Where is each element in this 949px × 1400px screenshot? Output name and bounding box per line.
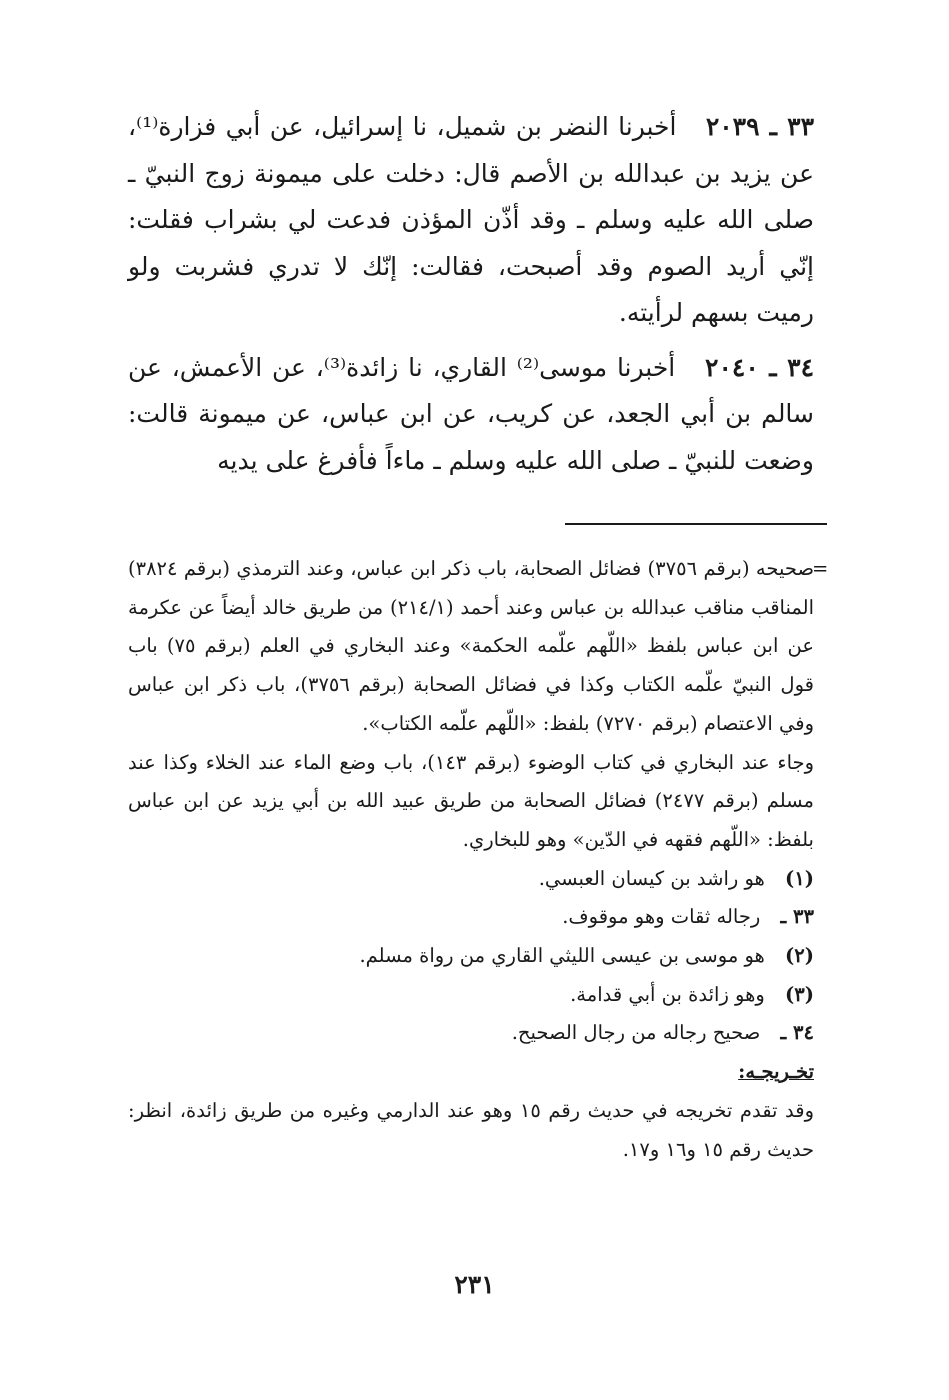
footnote-marker: ٣٤ ـ [780,1021,814,1045]
footnote-marker: (٣) [785,982,814,1006]
footnote-item [128,1014,814,1053]
footnote-paragraph-1: صحيحه (برقم ٣٧٥٦) فضائل الصحابة، باب ذكر ابن عباس، وعند الترمذي (برقم ٣٨٢٤) المناقب مناقب عبدالله بن عباس وعند أحمد (٢١٤/١) من طريق خالد أيضاً عن عكرمة عن ابن عباس بلفظ «اللّهم علّمه الحكمة» وعند البخاري في العلم (برقم ٧٥) باب قول النبيّ علّمه الكتاب وكذا في فضائل الصحابة (برقم ٣٧٥٦)، باب ذكر ابن عباس وفي الاعتصام (برقم ٧٢٧٠) بلفظ: «اللّهم علّمه الكتاب». [128,557,815,735]
footnote-item [128,937,814,976]
hadith-34 [128,345,814,485]
continuation-mark: = [812,557,829,580]
hadith-33 [128,104,814,337]
footnotes [128,550,814,1169]
takhrij-text: وقد تقدم تخريجه في حديث رقم ١٥ وهو عند الدارمي وغيره من طريق زائدة، انظر: حديث رقم ١٥ و١٦ و١٧. [128,1098,814,1161]
hadith-34-number: ٣٤ ـ ٢٠٤٠ [705,352,815,382]
takhrij-heading: تخـريجـه: [738,1060,814,1084]
hadith-33-text: أخبرنا النضر بن شميل، نا إسرائيل، عن أبي فزارة⁽¹⁾، عن يزيد بن عبدالله بن الأصم قال: دخلت على ميمونة زوج النبيّ ـ صلى الله عليه وسلم ـ وقد أذّن المؤذن فدعت لي بشراب فقلت: إنّي أريد الصوم وقد أصبحت، فقالت: إنّك لا تدري فشربت ولو رميت بسهم لرأيته. [128,112,814,327]
footnote-text: هو راشد بن كيسان العبسي. [538,866,765,890]
footnote-marker: ٣٣ ـ [780,905,814,929]
footnote-marker: (٢) [785,944,814,968]
footnote-marker: (١) [785,866,814,890]
footnote-item [128,898,814,937]
main-text [128,104,814,492]
page-number: ٢٣١ [454,1270,495,1299]
footnote-paragraph-2: وجاء عند البخاري في كتاب الوضوء (برقم ١٤٣)، باب وضع الماء عند الخلاء وكذا عند مسلم (برقم ٢٤٧٧) فضائل الصحابة من طريق عبيد الله بن أبي يزيد عن ابن عباس بلفظ: «اللّهم فقهه في الدّين» وهو للبخاري. [128,750,815,851]
footnote-item [128,860,814,899]
footnote-text: صحيح رجاله من رجال الصحيح. [511,1021,761,1045]
hadith-34-text: أخبرنا موسى⁽²⁾ القاري، نا زائدة⁽³⁾، عن الأعمش، عن سالم بن أبي الجعد، عن كريب، عن ابن عباس، عن ميمونة قالت: وضعت للنبيّ ـ صلى الله عليه وسلم ـ ماءاً فأفرغ على يديه [128,352,814,475]
footnote-separator [565,523,827,525]
footnote-text: وهو زائدة بن أبي قدامة. [570,982,765,1006]
footnote-text: هو موسى بن عيسى الليثي القاري من رواة مسلم. [359,944,765,968]
footnote-text: رجاله ثقات وهو موقوف. [562,905,761,929]
hadith-33-number: ٣٣ ـ ٢٠٣٩ [705,112,814,141]
footnote-item [128,976,814,1015]
